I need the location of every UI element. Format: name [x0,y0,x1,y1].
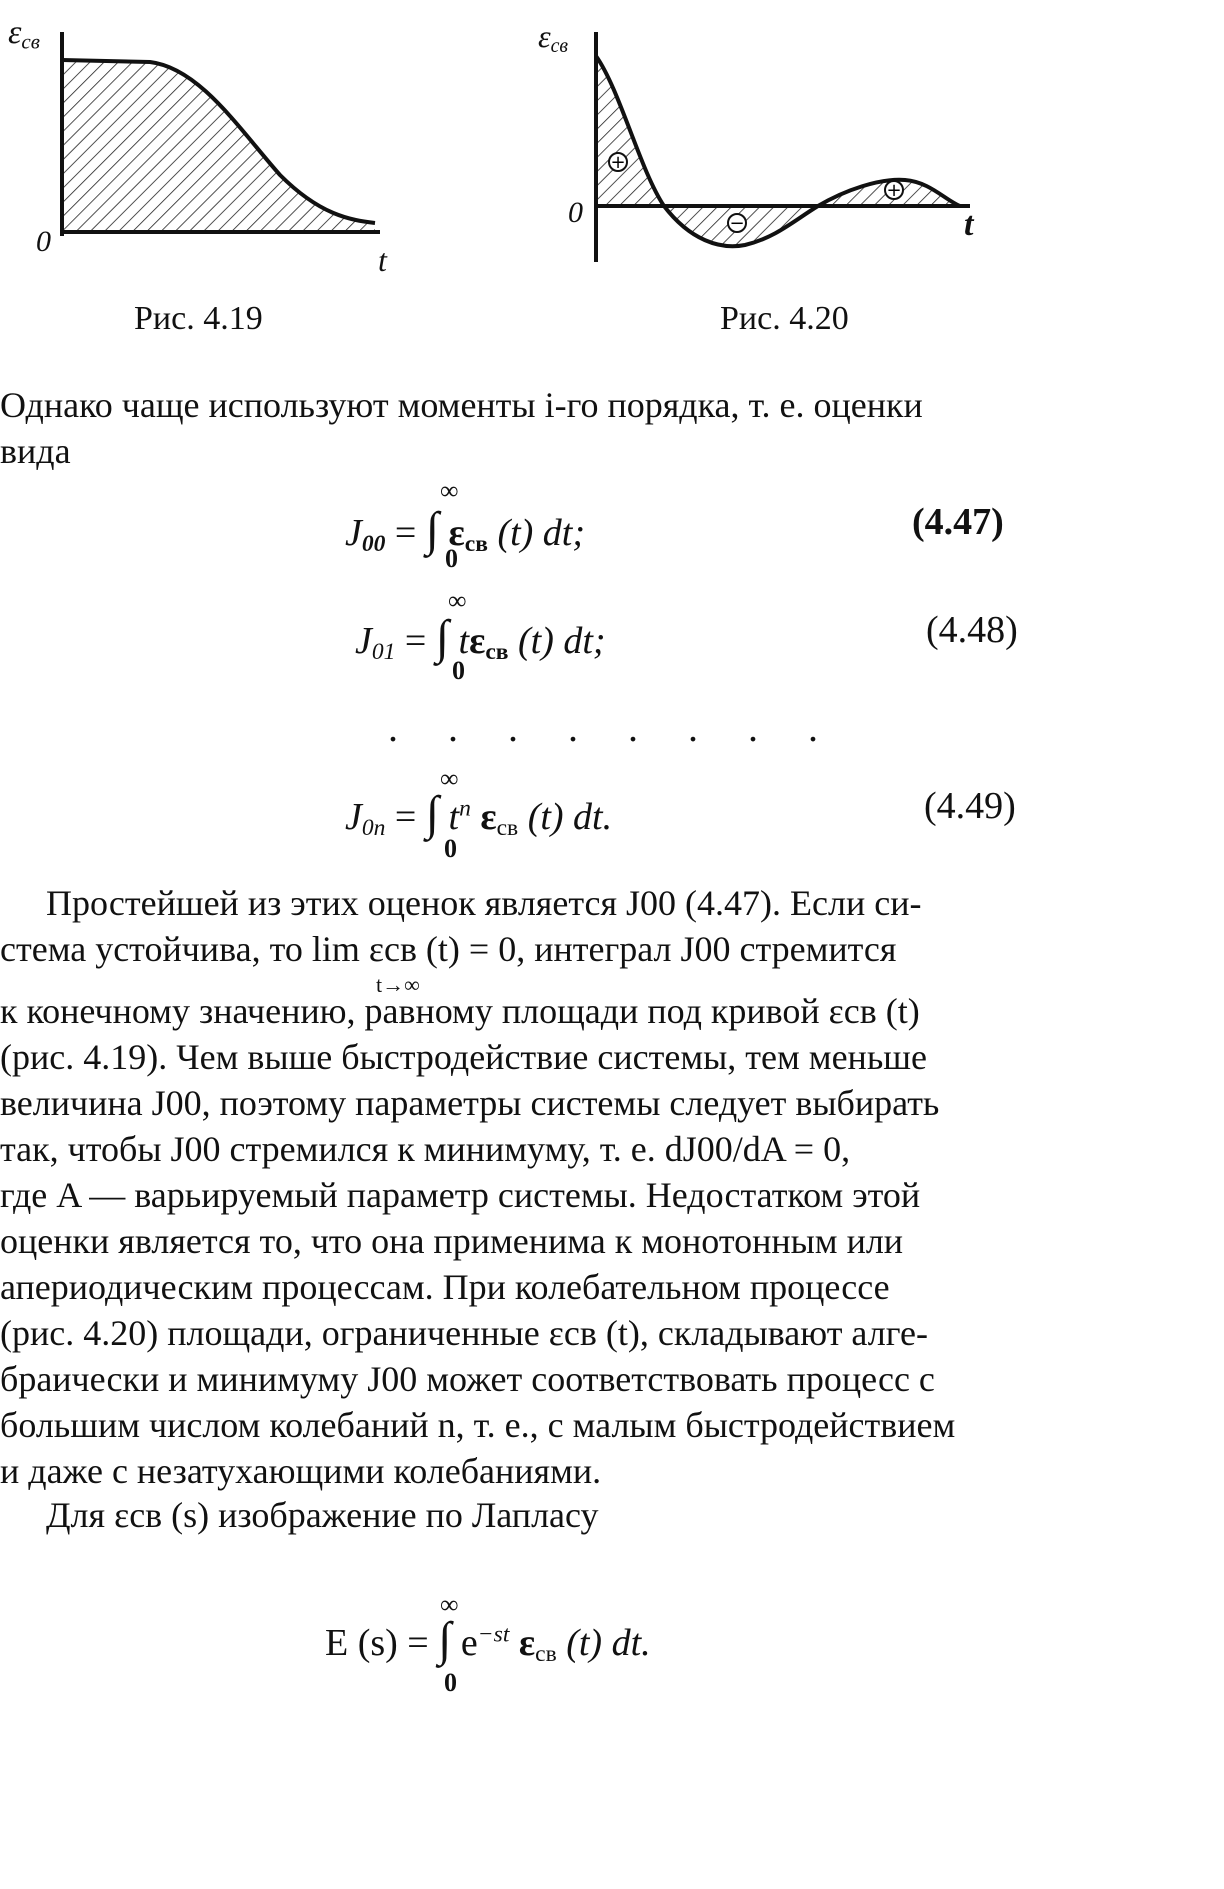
fig-4-19-x-label: t [378,242,387,278]
fig-4-20-x-label: t [964,206,974,243]
figure-4-20-plot [560,10,1000,270]
eq-4-49-lower: 0 [444,834,457,863]
equation-4-49: $J_{0n}$ = ∫ $t^n$ $\varepsilon_{св}$ (t) dt. [345,787,613,841]
para-line-4: (рис. 4.19). Чем выше быстродействие системы, тем меньше [0,1037,927,1077]
para-line-10: (рис. 4.20) площади, ограниченные εсв (t), складывают алге- [0,1313,928,1353]
para-line-8: оценки является то, что она применима к монотонным или [0,1221,904,1261]
caption-4-19: Рис. 4.19 [134,300,263,337]
para-line-1: Простейшей из этих оценок является J00 (4.47). Если си- [46,883,922,923]
para-line-5: величина J00, поэтому параметры системы следует выбирать [0,1083,940,1123]
fig-4-20-minus-glyph: − [729,213,745,234]
para-line-3: к конечному значению, равному площади под кривой εсв (t) [0,991,920,1031]
para-line-6: так, чтобы J00 стремился к минимуму, т. е. dJ00/dA = 0, [0,1129,851,1169]
fig-4-19-y-label: $\varepsilon_{св}$ [8,14,40,54]
laplace-equation: E (s) = ∫ $e^{-st}$ $\varepsilon_{св}$ (t) dt. [325,1613,651,1667]
para-line-2: стема устойчива, то lim εсв (t) = 0, интеграл J00 стремится [0,929,897,969]
caption-4-20: Рис. 4.20 [720,300,849,337]
figure-4-20 [538,10,1000,270]
equation-4-47: $J_{00}$ = ∫ $\varepsilon_{св}$ (t) dt; [345,503,586,557]
eq-4-48-upper: ∞ [448,586,467,615]
fig-4-20-plus-glyph-1: + [610,152,626,173]
ellipsis: . . . . . . . . [388,705,838,750]
para-line-13: и даже с незатухающими колебаниями. [0,1451,602,1491]
para-line-11: браически и минимуму J00 может соответствовать процесс с [0,1359,935,1399]
figure-4-19 [0,10,480,280]
laplace-intro: Для εсв (s) изображение по Лапласу [46,1495,599,1535]
eq-4-48-lower: 0 [452,656,465,685]
fig-4-19-origin: 0 [36,225,51,258]
eq-4-47-lower: 0 [445,544,458,573]
lim-subscript: t→∞ [376,972,420,997]
laplace-lower: 0 [444,1668,457,1697]
eq-4-49-number: (4.49) [924,785,1016,827]
fig-4-20-y-label: $\varepsilon_{св}$ [538,18,569,57]
fig-4-19-area [62,60,375,232]
intro-line-1: Однако чаще используют моменты i-го порядка, т. е. оценки [0,385,923,425]
figure-4-19-plot [0,10,480,280]
eq-4-49-upper: ∞ [440,764,459,793]
fig-4-20-plus-glyph-2: + [886,180,902,201]
fig-4-20-origin: 0 [568,196,583,229]
para-line-12: большим числом колебаний n, т. е., с малым быстродействием [0,1405,956,1445]
eq-4-47-upper: ∞ [440,476,459,505]
para-line-9: апериодическим процессам. При колебательном процессе [0,1267,890,1307]
eq-4-47-number: (4.47) [912,501,1004,543]
para-line-7: где A — варьируемый параметр системы. Недостатком этой [0,1175,921,1215]
equation-4-48: $J_{01}$ = ∫ $t\varepsilon_{св}$ (t) dt; [355,611,606,665]
eq-4-48-number: (4.48) [926,609,1018,651]
intro-line-2: вида [0,431,71,471]
laplace-upper: ∞ [440,1590,459,1619]
